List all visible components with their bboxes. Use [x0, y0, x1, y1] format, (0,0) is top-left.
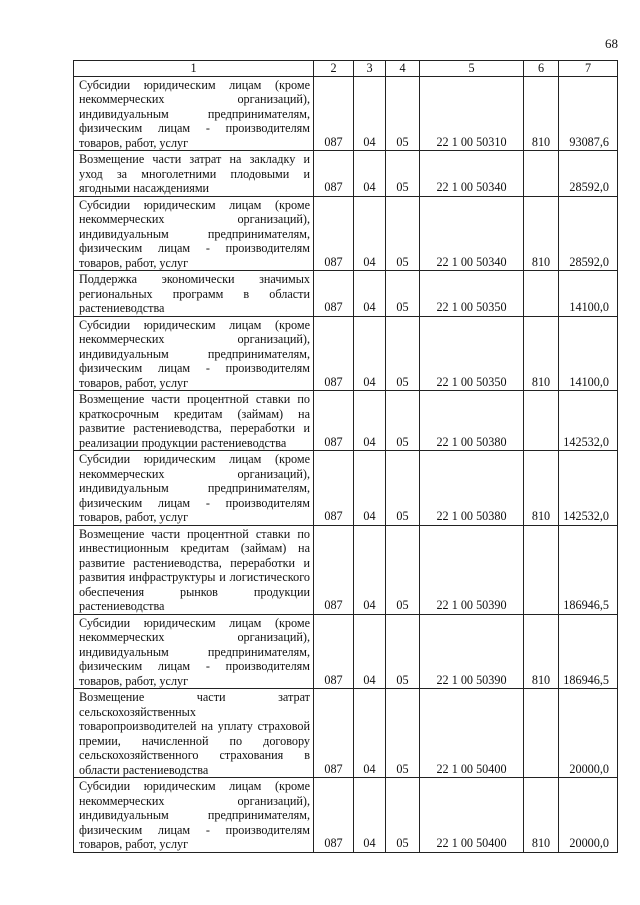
row-expense-type: [524, 689, 559, 778]
row-amount: 142532,0: [559, 451, 618, 526]
row-subsection-code: 05: [386, 451, 420, 526]
row-ministry-code: 087: [314, 391, 354, 451]
row-amount: 186946,5: [559, 614, 618, 689]
row-subsection-code: 05: [386, 391, 420, 451]
row-section-code: 04: [354, 778, 386, 853]
table-row: [74, 196, 618, 271]
row-target-article: 22 1 00 50400: [420, 778, 524, 853]
budget-table: [73, 60, 618, 853]
row-amount: 28592,0: [559, 196, 618, 271]
row-amount: 20000,0: [559, 778, 618, 853]
row-target-article: 22 1 00 50380: [420, 451, 524, 526]
row-section-code: 04: [354, 151, 386, 197]
row-target-article: 22 1 00 50380: [420, 391, 524, 451]
column-header: 4: [386, 61, 420, 77]
table-row: [74, 151, 618, 197]
row-description: Возмещение части затрат на закладку и уход за многолетними плодовыми и ягодными насаждениями: [74, 151, 314, 197]
column-header: 1: [74, 61, 314, 77]
row-target-article: 22 1 00 50350: [420, 271, 524, 317]
row-expense-type: 810: [524, 76, 559, 151]
row-target-article: 22 1 00 50340: [420, 151, 524, 197]
row-section-code: 04: [354, 196, 386, 271]
table-row: [74, 525, 618, 614]
row-expense-type: 810: [524, 196, 559, 271]
row-subsection-code: 05: [386, 271, 420, 317]
header-row: [74, 61, 618, 77]
row-subsection-code: 05: [386, 525, 420, 614]
row-ministry-code: 087: [314, 151, 354, 197]
row-section-code: 04: [354, 451, 386, 526]
row-description: Субсидии юридическим лицам (кроме некоммерческих организаций), индивидуальным предпринимателям, физическим лицам - производителям товаров, работ, услуг: [74, 76, 314, 151]
row-description: Субсидии юридическим лицам (кроме некоммерческих организаций), индивидуальным предпринимателям, физическим лицам - производителям товаров, работ, услуг: [74, 316, 314, 391]
row-description: Поддержка экономически значимых региональных программ в области растениеводства: [74, 271, 314, 317]
row-description: Субсидии юридическим лицам (кроме некоммерческих организаций), индивидуальным предпринимателям, физическим лицам - производителям товаров, работ, услуг: [74, 451, 314, 526]
row-subsection-code: 05: [386, 316, 420, 391]
row-target-article: 22 1 00 50390: [420, 614, 524, 689]
row-subsection-code: 05: [386, 151, 420, 197]
table-row: [74, 614, 618, 689]
row-amount: 28592,0: [559, 151, 618, 197]
table-row: [74, 271, 618, 317]
row-section-code: 04: [354, 614, 386, 689]
table-row: [74, 316, 618, 391]
row-ministry-code: 087: [314, 525, 354, 614]
row-description: Возмещение части процентной ставки по краткосрочным кредитам (займам) на развитие растениеводства, переработки и реализации продукции растениеводства: [74, 391, 314, 451]
row-subsection-code: 05: [386, 76, 420, 151]
row-ministry-code: 087: [314, 196, 354, 271]
column-header: 2: [314, 61, 354, 77]
row-target-article: 22 1 00 50310: [420, 76, 524, 151]
row-target-article: 22 1 00 50350: [420, 316, 524, 391]
row-expense-type: [524, 151, 559, 197]
row-expense-type: [524, 271, 559, 317]
column-header: 3: [354, 61, 386, 77]
row-expense-type: 810: [524, 614, 559, 689]
row-amount: 14100,0: [559, 316, 618, 391]
row-amount: 93087,6: [559, 76, 618, 151]
row-ministry-code: 087: [314, 451, 354, 526]
row-section-code: 04: [354, 689, 386, 778]
row-target-article: 22 1 00 50390: [420, 525, 524, 614]
row-target-article: 22 1 00 50400: [420, 689, 524, 778]
row-expense-type: 810: [524, 778, 559, 853]
row-description: Возмещение части затрат сельскохозяйственных товаропроизводителей на уплату страховой премии, начисленной по договору сельскохозяйственного страхования в области растениеводства: [74, 689, 314, 778]
table-row: [74, 391, 618, 451]
row-amount: 186946,5: [559, 525, 618, 614]
row-description: Субсидии юридическим лицам (кроме некоммерческих организаций), индивидуальным предпринимателям, физическим лицам - производителям товаров, работ, услуг: [74, 196, 314, 271]
row-expense-type: 810: [524, 316, 559, 391]
row-description: Субсидии юридическим лицам (кроме некоммерческих организаций), индивидуальным предпринимателям, физическим лицам - производителям товаров, работ, услуг: [74, 778, 314, 853]
row-description: Субсидии юридическим лицам (кроме некоммерческих организаций), индивидуальным предпринимателям, физическим лицам - производителям товаров, работ, услуг: [74, 614, 314, 689]
table-row: [74, 689, 618, 778]
row-subsection-code: 05: [386, 778, 420, 853]
row-ministry-code: 087: [314, 614, 354, 689]
row-section-code: 04: [354, 391, 386, 451]
row-subsection-code: 05: [386, 689, 420, 778]
table-body: [74, 76, 618, 852]
column-header: 7: [559, 61, 618, 77]
row-section-code: 04: [354, 316, 386, 391]
row-amount: 14100,0: [559, 271, 618, 317]
row-ministry-code: 087: [314, 316, 354, 391]
row-ministry-code: 087: [314, 76, 354, 151]
row-ministry-code: 087: [314, 689, 354, 778]
row-amount: 20000,0: [559, 689, 618, 778]
row-target-article: 22 1 00 50340: [420, 196, 524, 271]
row-ministry-code: 087: [314, 778, 354, 853]
row-amount: 142532,0: [559, 391, 618, 451]
column-header: 5: [420, 61, 524, 77]
row-subsection-code: 05: [386, 614, 420, 689]
table-row: [74, 451, 618, 526]
row-subsection-code: 05: [386, 196, 420, 271]
row-section-code: 04: [354, 525, 386, 614]
table-row: [74, 778, 618, 853]
row-expense-type: [524, 391, 559, 451]
row-section-code: 04: [354, 271, 386, 317]
row-expense-type: [524, 525, 559, 614]
table-row: [74, 76, 618, 151]
page-number: 68: [605, 36, 618, 51]
row-expense-type: 810: [524, 451, 559, 526]
row-section-code: 04: [354, 76, 386, 151]
row-description: Возмещение части процентной ставки по инвестиционным кредитам (займам) на развитие растениеводства, переработки и развития инфраструктуры и логистического обеспечения рынков продукции растениеводства: [74, 525, 314, 614]
column-header: 6: [524, 61, 559, 77]
row-ministry-code: 087: [314, 271, 354, 317]
